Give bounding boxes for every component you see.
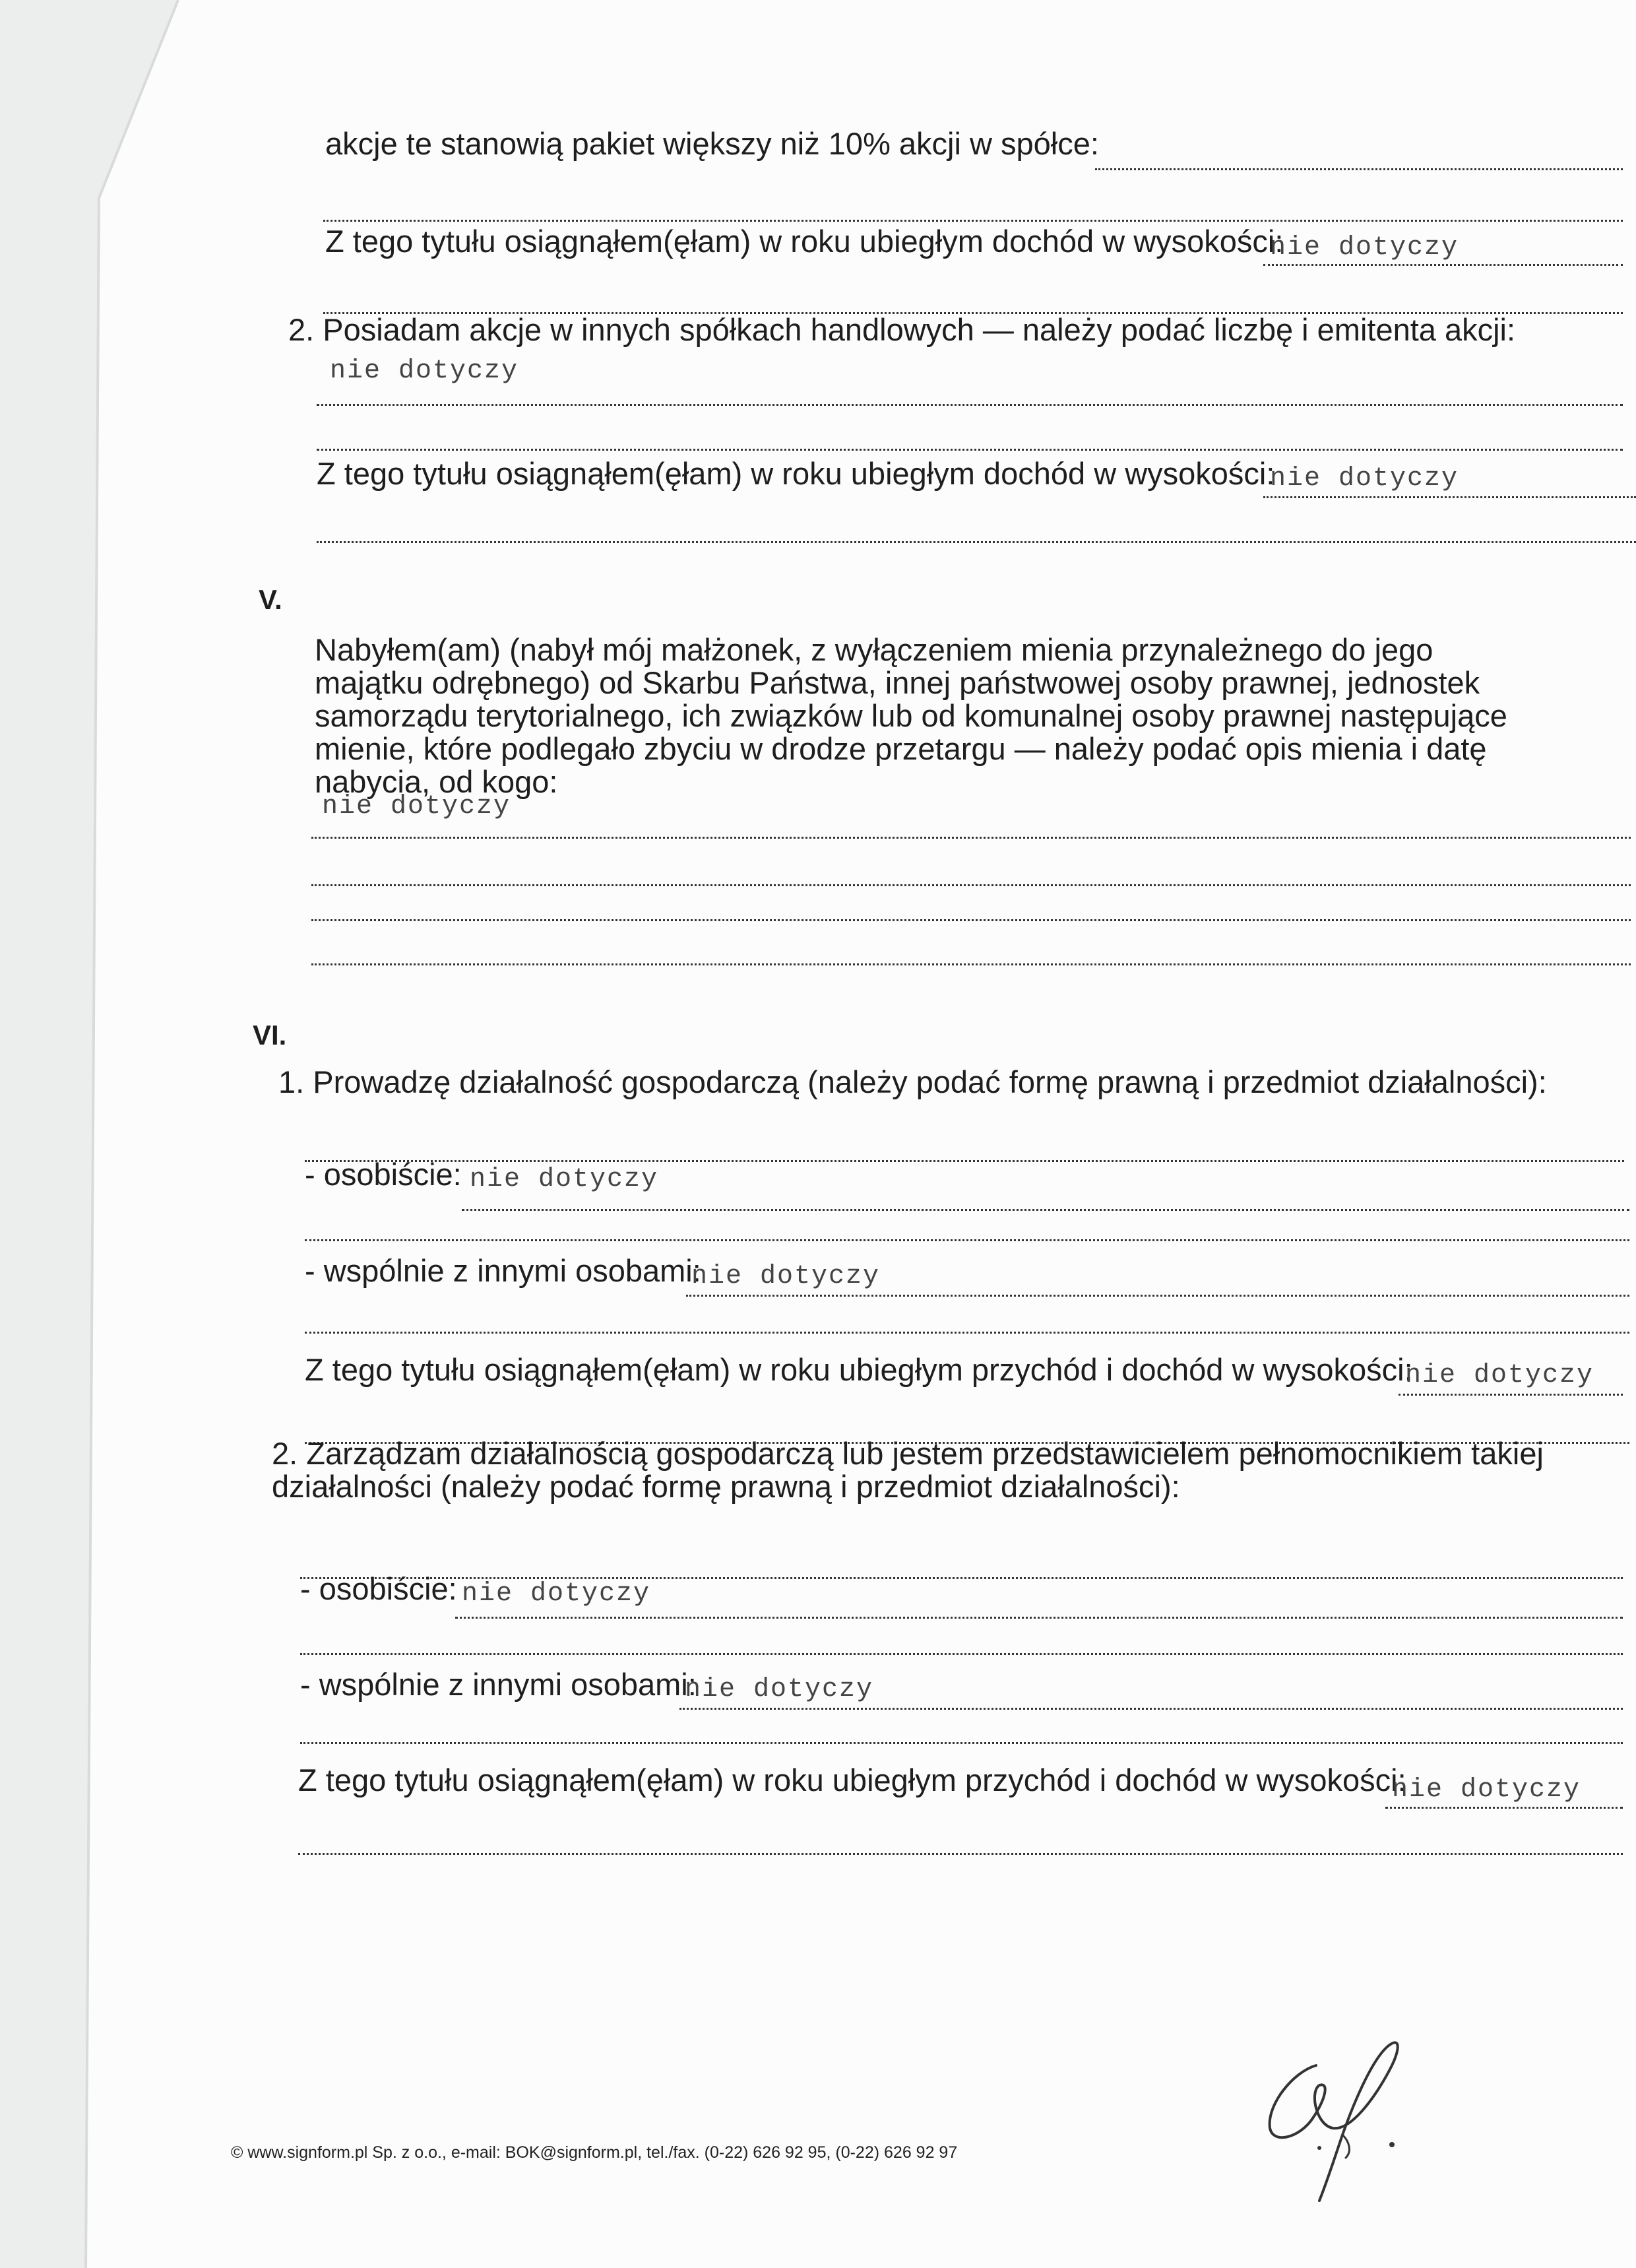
dotted-line	[462, 1209, 1629, 1211]
dotted-line	[1399, 1394, 1623, 1396]
section-vi-heading: VI.	[253, 1020, 287, 1051]
management-personal-value: nie dotyczy	[462, 1579, 651, 1609]
business-income-label: Z tego tytułu osiągnąłem(ęłam) w roku ubiegłym przychód i dochód w wysokości:	[305, 1352, 1413, 1387]
management-joint-label: - wspólnie z innymi osobami:	[300, 1667, 697, 1702]
business-joint-value: nie dotyczy	[691, 1262, 881, 1291]
dotted-line	[686, 1295, 1629, 1297]
income-label-1: Z tego tytułu osiągnąłem(ęłam) w roku ubiegłym dochód w wysokości:	[325, 224, 1284, 259]
section-v-value: nie dotyczy	[322, 792, 511, 822]
dotted-line	[317, 541, 1636, 543]
section-v-heading: V.	[259, 584, 282, 615]
dotted-line	[311, 919, 1631, 921]
dotted-line	[305, 1160, 1624, 1162]
dotted-line	[455, 1617, 1623, 1619]
business-activity-label: 1. Prowadzę działalność gospodarczą (należy podać formę prawną i przedmiot działalności):	[278, 1064, 1547, 1099]
dotted-line	[1385, 1807, 1623, 1809]
dotted-line	[1095, 168, 1623, 170]
dotted-line	[305, 1239, 1629, 1241]
management-joint-value: nie dotyczy	[685, 1675, 874, 1704]
dotted-line	[311, 963, 1631, 965]
shares-other-companies-value: nie dotyczy	[330, 356, 519, 386]
dotted-line	[1263, 264, 1623, 266]
dotted-line	[311, 884, 1631, 886]
dotted-line	[300, 1653, 1623, 1655]
dotted-line	[311, 837, 1631, 839]
income-value-2: nie dotyczy	[1270, 464, 1459, 494]
business-management-label: 2. Zarządzam działalnością gospodarczą lub jestem przedstawicielem pełnomocnikiem takiej działalności (należy podać formę prawną i przedmiot działalności):	[272, 1436, 1544, 1504]
dotted-line	[317, 404, 1623, 406]
handwritten-signature	[1253, 2019, 1451, 2217]
dotted-line	[300, 1742, 1623, 1744]
section-v-text: Nabyłem(am) (nabył mój małżonek, z wyłączeniem mienia przynależnego do jego majątku odrębnego) od Skarbu Państwa, innej państwowej osoby prawnej, jednostek samorządu terytorialnego, ich związków lub od komunalnej osoby prawnej następujące mienie, które podlegało zbyciu w drodze przetargu — należy podać opis mienia i datę nabycia, od kogo:	[315, 632, 1507, 799]
business-joint-label: - wspólnie z innymi osobami:	[305, 1253, 701, 1288]
footer-copyright: © www.signform.pl Sp. z o.o., e-mail: BOK@signform.pl, tel./fax. (0-22) 626 92 95, (0-22) 626 92 97	[231, 2143, 958, 2162]
business-income-value: nie dotyczy	[1405, 1361, 1594, 1390]
dotted-line	[298, 1853, 1623, 1855]
dotted-line	[317, 449, 1623, 451]
income-label-2: Z tego tytułu osiągnąłem(ęłam) w roku ubiegłym dochód w wysokości:	[317, 456, 1275, 491]
business-personal-label: - osobiście:	[305, 1157, 462, 1192]
dotted-line	[323, 220, 1623, 222]
income-value-1: nie dotyczy	[1270, 233, 1459, 263]
dotted-line	[305, 1332, 1629, 1334]
dotted-line	[1263, 496, 1636, 498]
shares-other-companies-label: 2. Posiadam akcje w innych spółkach handlowych — należy podać liczbę i emitenta akcji:	[288, 312, 1516, 347]
management-personal-label: - osobiście:	[300, 1571, 457, 1606]
business-personal-value: nie dotyczy	[470, 1165, 659, 1194]
management-income-value: nie dotyczy	[1392, 1775, 1581, 1805]
dotted-line	[679, 1708, 1623, 1710]
management-income-label: Z tego tytułu osiągnąłem(ęłam) w roku ubiegłym przychód i dochód w wysokości:	[298, 1763, 1406, 1798]
shares-threshold-label: akcje te stanowią pakiet większy niż 10% akcji w spółce:	[325, 126, 1099, 161]
